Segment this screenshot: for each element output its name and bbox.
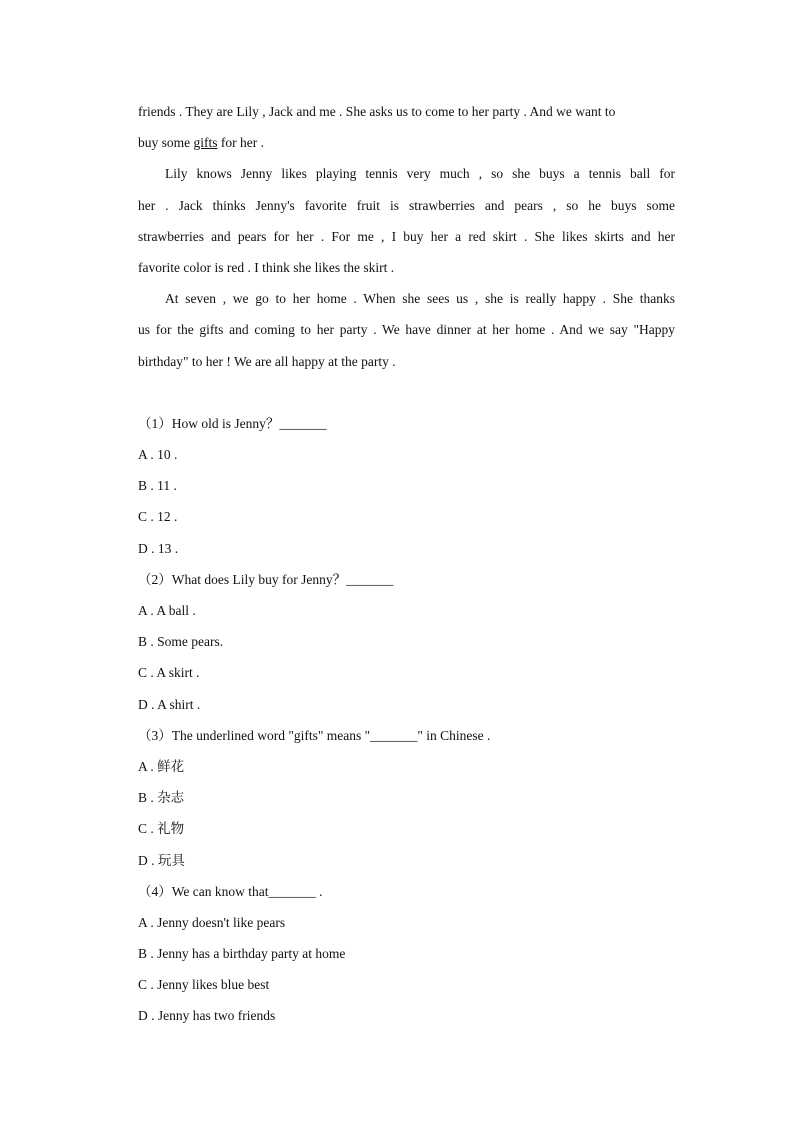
passage-text: for her . xyxy=(217,135,264,151)
question-4-option-d: D . Jenny has two friends xyxy=(138,1008,276,1024)
passage-line: her . Jack thinks Jenny's favorite fruit is strawberries and pears , so he buys some xyxy=(138,197,675,213)
question-3-option-b: B . 杂志 xyxy=(138,790,185,806)
question-3-option-c: C . 礼物 xyxy=(138,821,185,837)
question-2-option-b: B . Some pears. xyxy=(138,634,224,650)
passage-text: buy some xyxy=(138,135,194,151)
question-1-option-c: C . 12 . xyxy=(138,509,178,525)
question-3-option-d: D . 玩具 xyxy=(138,852,185,868)
question-2-stem: （2）What does Lily buy for Jenny？_______ xyxy=(138,571,394,587)
question-2-option-a: A . A ball . xyxy=(138,603,196,618)
question-4-stem: （4）We can know that_______ . xyxy=(138,883,323,899)
question-1-option-d: D . 13 . xyxy=(138,540,179,556)
passage-line: favorite color is red . I think she likes the skirt . xyxy=(138,259,395,275)
question-1-stem: （1）How old is Jenny？_______ xyxy=(138,415,327,431)
passage-line: birthday" to her ! We are all happy at the party . xyxy=(138,353,396,369)
question-4-option-c: C . Jenny likes blue best xyxy=(138,977,270,993)
question-1-option-a: A . 10 . xyxy=(138,447,178,463)
question-4-option-a: A . Jenny doesn't like pears xyxy=(138,914,286,930)
worksheet-page xyxy=(138,98,675,1034)
passage-line: Lily knows Jenny likes playing tennis very much , so she buys a tennis ball for xyxy=(165,166,675,182)
question-3-option-a: A . 鲜花 xyxy=(138,758,185,774)
passage-line: us for the gifts and coming to her party . We have dinner at her home . And we say "Happy xyxy=(138,322,675,338)
passage-line: friends . They are Lily , Jack and me . She asks us to come to her party . And we want to xyxy=(138,104,616,119)
question-3-stem: （3）The underlined word "gifts" means "_______" in Chinese . xyxy=(138,727,491,743)
question-1-option-b: B . 11 . xyxy=(138,478,177,494)
passage-line: At seven , we go to her home . When she sees us , she is really happy . She thanks xyxy=(165,291,675,307)
underlined-word-gifts: gifts xyxy=(193,135,218,151)
question-2-option-d: D . A shirt . xyxy=(138,696,201,712)
passage-line: strawberries and pears for her . For me , I buy her a red skirt . She likes skirts and her xyxy=(138,228,675,244)
passage-line-gifts xyxy=(138,129,675,160)
spacer xyxy=(138,379,675,410)
question-2-option-c: C . A skirt . xyxy=(138,665,200,681)
question-4-option-b: B . Jenny has a birthday party at home xyxy=(138,946,346,962)
